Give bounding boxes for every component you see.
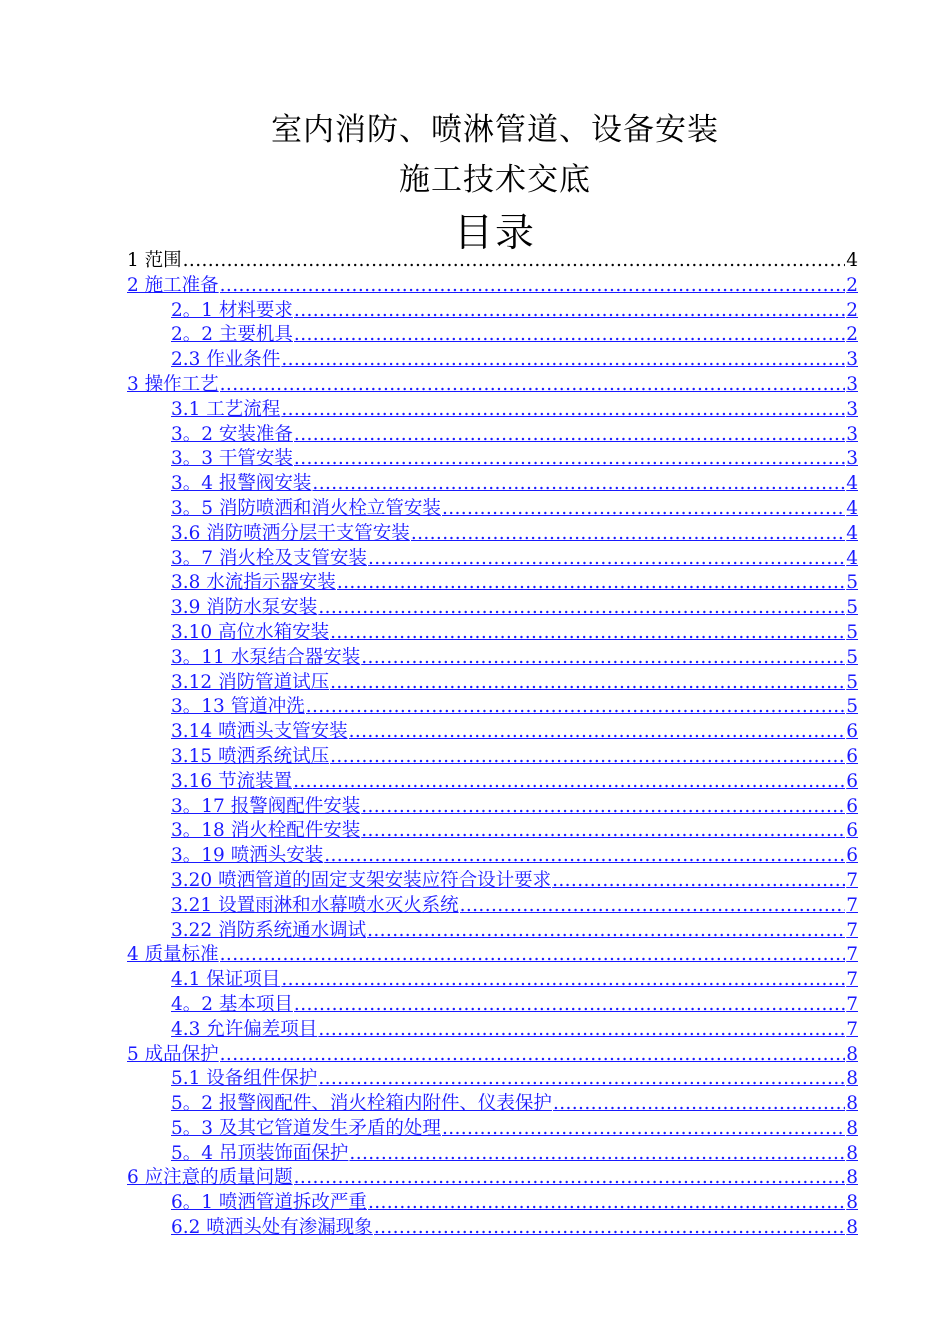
toc-entry-page: 7 — [846, 894, 858, 916]
toc-dot-leader — [442, 1117, 845, 1142]
toc-entry[interactable] — [127, 447, 858, 472]
toc-entry-label: 3.16 节流装置 — [171, 770, 293, 792]
toc-dot-leader — [281, 398, 845, 423]
toc-entry[interactable] — [127, 547, 858, 572]
toc-entry-label: 4.3 允许偏差项目 — [171, 1018, 318, 1040]
toc-entry[interactable] — [127, 596, 858, 621]
toc-entry[interactable] — [127, 894, 858, 919]
toc-entry[interactable] — [127, 423, 858, 448]
toc-dot-leader — [312, 472, 845, 497]
toc-entry-page: 5 — [846, 671, 858, 693]
toc-entry[interactable] — [127, 1117, 858, 1142]
toc-dot-leader — [324, 844, 845, 869]
document-title: 室内消防、喷淋管道、设备安装 — [271, 112, 719, 148]
toc-entry-page: 3 — [846, 349, 858, 371]
toc-dot-leader — [368, 1191, 845, 1216]
toc-entry[interactable] — [127, 919, 858, 944]
toc-entry-label: 5。3 及其它管道发生矛盾的处理 — [171, 1117, 441, 1139]
toc-entry-page: 6 — [846, 721, 858, 743]
toc-dot-leader — [442, 497, 845, 522]
toc-entry-page: 7 — [846, 919, 858, 941]
toc-entry-page: 8 — [846, 1093, 858, 1115]
toc-entry-page: 8 — [846, 1217, 858, 1239]
toc-entry[interactable] — [127, 1216, 858, 1241]
toc-entry-label: 3。19 喷洒头安装 — [171, 845, 324, 867]
toc-dot-leader — [330, 671, 845, 696]
toc-dot-leader — [361, 646, 845, 671]
toc-entry-page: 3 — [846, 373, 858, 395]
toc-entry[interactable] — [127, 869, 858, 894]
toc-dot-leader — [294, 423, 845, 448]
toc-entry[interactable] — [127, 1142, 858, 1167]
toc-entry-page: 7 — [846, 969, 858, 991]
toc-entry-label: 4 质量标准 — [127, 944, 219, 966]
toc-entry-page: 5 — [846, 621, 858, 643]
toc-entry-label: 5 成品保护 — [127, 1043, 219, 1065]
toc-dot-leader — [361, 795, 845, 820]
toc-entry[interactable] — [127, 1043, 858, 1068]
toc-entry-page: 5 — [846, 646, 858, 668]
toc-entry-label: 3 操作工艺 — [127, 373, 219, 395]
toc-entry-page: 8 — [846, 1167, 858, 1189]
toc-entry[interactable] — [127, 373, 858, 398]
toc-entry-page: 6 — [846, 845, 858, 867]
toc-entry[interactable] — [127, 671, 858, 696]
toc-entry-page: 6 — [846, 770, 858, 792]
toc-entry[interactable] — [127, 646, 858, 671]
toc-entry-page: 8 — [846, 1068, 858, 1090]
toc-entry[interactable] — [127, 844, 858, 869]
toc-entry-page: 2 — [846, 324, 858, 346]
toc-entry[interactable] — [127, 1018, 858, 1043]
toc-entry-page: 8 — [846, 1192, 858, 1214]
toc-dot-leader — [318, 596, 845, 621]
toc-entry-page: 3 — [846, 398, 858, 420]
toc-entry[interactable] — [127, 497, 858, 522]
toc-entry-page: 8 — [846, 1142, 858, 1164]
toc-entry-page: 6 — [846, 795, 858, 817]
toc-entry-label: 3。18 消火栓配件安装 — [171, 820, 361, 842]
toc-entry[interactable] — [127, 472, 858, 497]
toc-entry-label: 6.2 喷洒头处有渗漏现象 — [171, 1217, 373, 1239]
toc-entry-label: 5。4 吊顶装饰面保护 — [171, 1142, 349, 1164]
toc-dot-leader — [220, 373, 846, 398]
toc-entry[interactable] — [127, 695, 858, 720]
toc-dot-leader — [330, 621, 845, 646]
toc-entry[interactable] — [127, 323, 858, 348]
toc-dot-leader — [349, 1142, 845, 1167]
toc-entry-label: 5。2 报警阀配件、消火栓箱内附件、仪表保护 — [171, 1093, 552, 1115]
toc-entry[interactable] — [127, 571, 858, 596]
toc-dot-leader — [374, 1216, 845, 1241]
toc-entry-label: 6。1 喷洒管道拆改严重 — [171, 1192, 367, 1214]
toc-dot-leader — [306, 695, 846, 720]
toc-entry[interactable] — [127, 968, 858, 993]
toc-dot-leader — [183, 249, 846, 274]
toc-entry-label: 2。2 主要机具 — [171, 324, 293, 346]
toc-dot-leader — [318, 1067, 845, 1092]
toc-entry-page: 5 — [846, 696, 858, 718]
toc-entry[interactable] — [127, 398, 858, 423]
toc-entry-label: 3.9 消防水泵安装 — [171, 597, 318, 619]
toc-entry[interactable] — [127, 1166, 858, 1191]
toc-entry[interactable] — [127, 795, 858, 820]
toc-dot-leader — [337, 571, 845, 596]
toc-entry-page: 7 — [846, 993, 858, 1015]
toc-entry-label: 4。2 基本项目 — [171, 993, 293, 1015]
toc-entry-page: 8 — [846, 1117, 858, 1139]
toc-entry[interactable] — [127, 770, 858, 795]
toc-entry-label: 3。17 报警阀配件安装 — [171, 795, 361, 817]
toc-entry[interactable] — [127, 274, 858, 299]
toc-entry[interactable] — [127, 993, 858, 1018]
toc-entry-label: 3。4 报警阀安装 — [171, 473, 312, 495]
toc-entry-page: 5 — [846, 597, 858, 619]
toc-entry-label: 3.22 消防系统通水调试 — [171, 919, 367, 941]
toc-entry-page: 4 — [846, 522, 858, 544]
toc-entry-page: 4 — [846, 547, 858, 569]
toc-entry[interactable] — [127, 1092, 858, 1117]
toc-dot-leader — [349, 720, 846, 745]
toc-entry-label: 3。13 管道冲洗 — [171, 696, 305, 718]
toc-entry[interactable] — [127, 1191, 858, 1216]
toc-dot-leader — [281, 348, 845, 373]
toc-entry[interactable] — [127, 299, 858, 324]
toc-dot-leader — [361, 819, 845, 844]
toc-dot-leader — [220, 274, 846, 299]
toc-entry[interactable] — [127, 621, 858, 646]
toc-entry-label: 6 应注意的质量问题 — [127, 1167, 293, 1189]
toc-dot-leader — [281, 968, 845, 993]
toc-entry-page: 6 — [846, 745, 858, 767]
document-subtitle: 施工技术交底 — [399, 162, 591, 198]
toc-entry-page: 5 — [846, 572, 858, 594]
toc-entry-label: 3.14 喷洒头支管安装 — [171, 721, 348, 743]
toc-dot-leader — [460, 894, 846, 919]
toc-entry[interactable] — [127, 348, 858, 373]
toc-entry-page: 7 — [846, 1018, 858, 1040]
toc-entry-label: 4.1 保证项目 — [171, 969, 281, 991]
toc-entry[interactable] — [127, 819, 858, 844]
toc-entry[interactable] — [127, 522, 858, 547]
toc-entry-label: 3。2 安装准备 — [171, 423, 293, 445]
toc-entry-label: 5.1 设备组件保护 — [171, 1068, 318, 1090]
toc-entry[interactable] — [127, 720, 858, 745]
toc-entry-label: 3。11 水泵结合器安装 — [171, 646, 361, 668]
toc-dot-leader — [330, 745, 845, 770]
toc-entry-label: 3.21 设置雨淋和水幕喷水灭火系统 — [171, 894, 459, 916]
toc-entry[interactable] — [127, 943, 858, 968]
toc-entry-label: 2。1 材料要求 — [171, 299, 293, 321]
toc-entry-page: 7 — [846, 869, 858, 891]
toc-dot-leader — [220, 943, 846, 968]
toc-dot-leader — [294, 447, 845, 472]
toc-dot-leader — [294, 993, 845, 1018]
toc-dot-leader — [318, 1018, 845, 1043]
toc-entry-label: 3.20 喷洒管道的固定支架安装应符合设计要求 — [171, 869, 552, 891]
toc-entry-label: 3.12 消防管道试压 — [171, 671, 330, 693]
toc-dot-leader — [411, 522, 845, 547]
toc-entry-page: 3 — [846, 423, 858, 445]
toc-entry — [127, 249, 858, 274]
toc-entry-page: 2 — [846, 299, 858, 321]
toc-entry-label: 3。5 消防喷洒和消火栓立管安装 — [171, 497, 441, 519]
toc-entry-page: 3 — [846, 448, 858, 470]
toc-entry-label: 3.1 工艺流程 — [171, 398, 281, 420]
toc-dot-leader — [552, 869, 845, 894]
toc-entry-page: 4 — [846, 250, 858, 271]
toc-entry-label: 2 施工准备 — [127, 274, 219, 296]
toc-entry-label: 3。3 干管安装 — [171, 448, 293, 470]
toc-dot-leader — [293, 770, 845, 795]
toc-entry-label: 3.8 水流指示器安装 — [171, 572, 336, 594]
toc-entry-label: 3.10 高位水箱安装 — [171, 621, 330, 643]
toc-entry-label: 3.6 消防喷洒分层干支管安装 — [171, 522, 410, 544]
toc-entry-label: 3。7 消火栓及支管安装 — [171, 547, 367, 569]
toc-dot-leader — [294, 1166, 846, 1191]
toc-entry-page: 4 — [846, 473, 858, 495]
toc-entry-label: 1 范围 — [127, 250, 182, 271]
table-of-contents — [127, 249, 858, 1241]
toc-dot-leader — [367, 919, 845, 944]
toc-heading: 目录 — [453, 211, 536, 256]
toc-entry-page: 4 — [846, 497, 858, 519]
toc-entry-label: 3.15 喷洒系统试压 — [171, 745, 330, 767]
toc-entry-page: 6 — [846, 820, 858, 842]
toc-dot-leader — [294, 299, 845, 324]
toc-entry-page: 7 — [846, 944, 858, 966]
toc-entry[interactable] — [127, 745, 858, 770]
toc-entry-label: 2.3 作业条件 — [171, 349, 281, 371]
toc-dot-leader — [220, 1043, 846, 1068]
toc-entry-page: 8 — [846, 1043, 858, 1065]
toc-dot-leader — [368, 547, 845, 572]
toc-dot-leader — [294, 323, 845, 348]
toc-dot-leader — [553, 1092, 845, 1117]
toc-entry[interactable] — [127, 1067, 858, 1092]
toc-entry-page: 2 — [846, 274, 858, 296]
